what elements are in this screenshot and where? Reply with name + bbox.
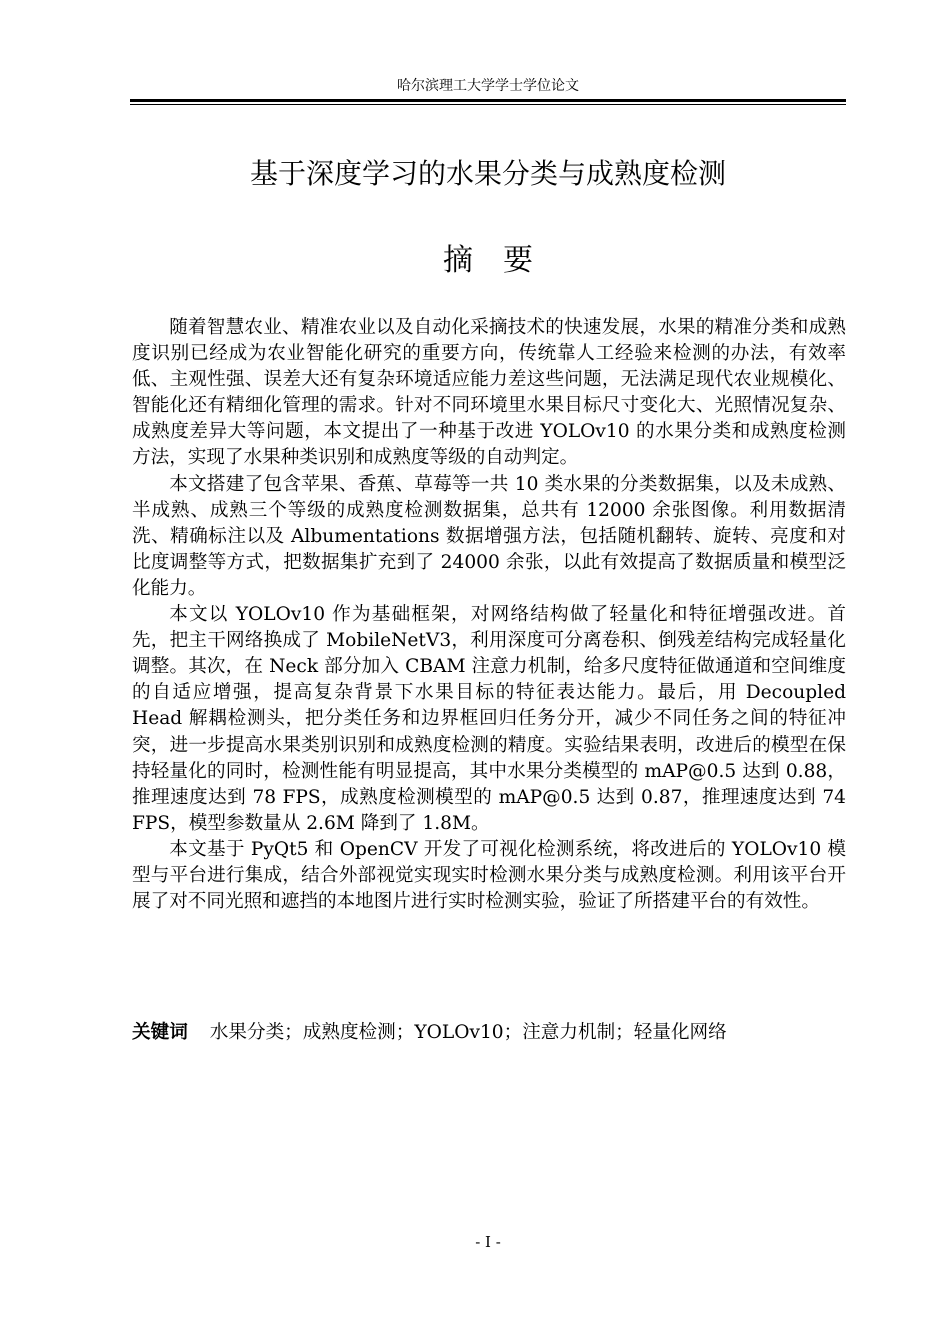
- abstract-paragraph-2: 本文搭建了包含苹果、香蕉、草莓等一共 10 类水果的分类数据集，以及未成熟、半成熟、成熟三个等级的成熟度检测数据集，总共有 12000 余张图像。利用数据清洗、精确标注以及 Albumentations 数据增强方法，包括随机翻转、旋转、亮度和对比度调整等方式，把数据集扩充到了 24000 余张，以此有效提高了数据质量和模型泛化能力。: [132, 473, 846, 599]
- abstract-paragraph-4: 本文基于 PyQt5 和 OpenCV 开发了可视化检测系统，将改进后的 YOLOv10 模型与平台进行集成，结合外部视觉实现实时检测水果分类与成熟度检测。利用该平台开展了对不同光照和遮挡的本地图片进行实时检测实验，验证了所搭建平台的有效性。: [132, 838, 846, 913]
- keywords-line: [132, 1020, 846, 1046]
- page-number: - I -: [475, 1233, 501, 1251]
- keywords-text: 水果分类；成熟度检测；YOLOv10；注意力机制；轻量化网络: [209, 1022, 727, 1043]
- header-rule-thick: [130, 99, 846, 102]
- abstract-heading: 摘要: [443, 243, 563, 278]
- abstract-paragraph-1: 随着智慧农业、精准农业以及自动化采摘技术的快速发展，水果的精准分类和成熟度识别已经成为农业智能化研究的重要方向，传统靠人工经验来检测的办法，有效率低、主观性强、误差大还有复杂环境适应能力差这些问题，无法满足现代农业规模化、智能化还有精细化管理的需求。针对不同环境里水果目标尺寸变化大、光照情况复杂、成熟度差异大等问题，本文提出了一种基于改进 YOLOv10 的水果分类和成熟度检测方法，实现了水果种类识别和成熟度等级的自动判定。: [132, 317, 846, 469]
- keywords-label: 关键词: [132, 1022, 188, 1043]
- running-header: 哈尔滨理工大学学士学位论文: [397, 78, 579, 94]
- header-rule-thin: [130, 104, 846, 105]
- abstract-body: [132, 315, 846, 915]
- abstract-paragraph-3: 本文以 YOLOv10 作为基础框架，对网络结构做了轻量化和特征增强改进。首先，把主干网络换成了 MobileNetV3，利用深度可分离卷积、倒残差结构完成轻量化调整。其次，在 Neck 部分加入 CBAM 注意力机制，给多尺度特征做通道和空间维度的自适应增强，提高复杂背景下水果目标的特征表达能力。最后，用 Decoupled Head 解耦检测头，把分类任务和边界框回归任务分开，减少不同任务之间的特征冲突，进一步提高水果类别识别和成熟度检测的精度。实验结果表明，改进后的模型在保持轻量化的同时，检测性能有明显提高，其中水果分类模型的 mAP@0.5 达到 0.88，推理速度达到 78 FPS，成熟度检测模型的 mAP@0.5 达到 0.87，推理速度达到 74 FPS，模型参数量从 2.6M 降到了 1.8M。: [132, 604, 846, 834]
- thesis-title: 基于深度学习的水果分类与成熟度检测: [249, 157, 726, 190]
